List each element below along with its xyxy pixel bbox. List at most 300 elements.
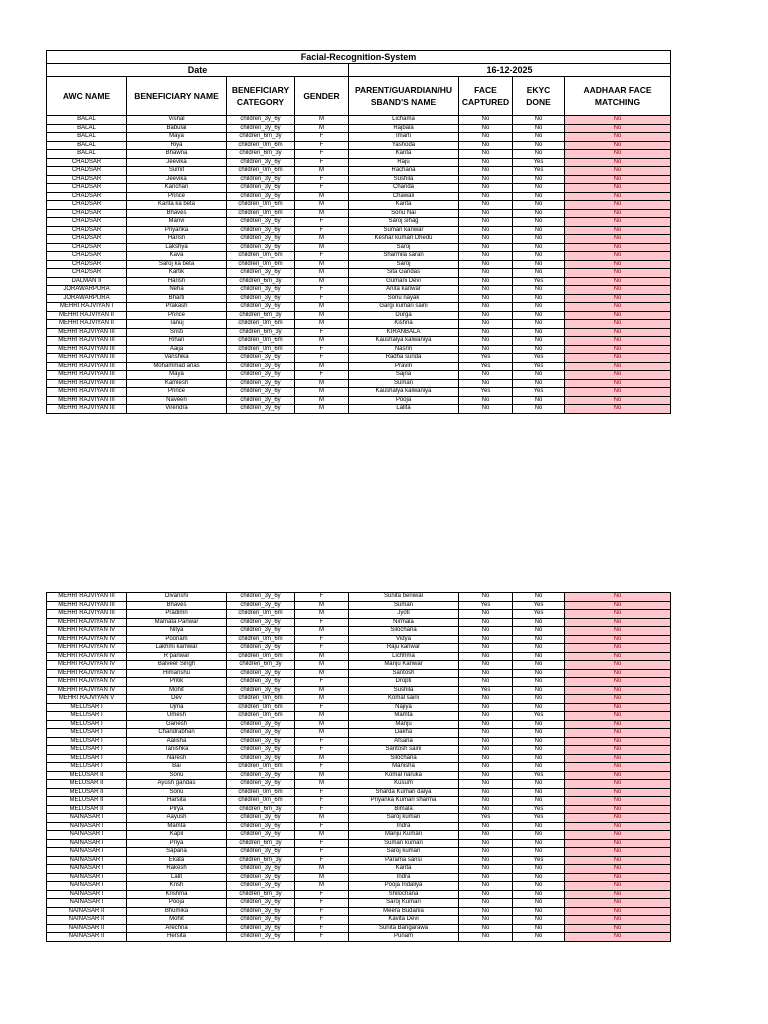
aadhaar-face-matching-cell: No xyxy=(565,167,671,176)
beneficiary-name-cell: Nitya xyxy=(127,627,227,636)
awc-name-cell: NAINASAR I xyxy=(47,873,127,882)
beneficiary-category-cell: children_3y_6y xyxy=(227,371,295,380)
face-captured-cell: No xyxy=(459,405,513,414)
beneficiary-name-cell: Prince xyxy=(127,388,227,397)
beneficiary-name-cell: R panwar xyxy=(127,652,227,661)
records-table-section-2 xyxy=(46,592,671,942)
face-captured-cell: No xyxy=(459,737,513,746)
beneficiary-name-cell: Neha xyxy=(127,286,227,295)
beneficiary-name-cell: Bhawna xyxy=(127,150,227,159)
beneficiary-name-cell: Poonam xyxy=(127,635,227,644)
table-row xyxy=(47,831,671,840)
gender-cell: M xyxy=(295,771,349,780)
aadhaar-face-matching-cell: No xyxy=(565,362,671,371)
gender-cell: M xyxy=(295,243,349,252)
beneficiary-name-cell: Rihan xyxy=(127,337,227,346)
beneficiary-name-cell: Riya xyxy=(127,141,227,150)
awc-name-cell: MEHRI RAJVIYAN III xyxy=(47,337,127,346)
table-row xyxy=(47,158,671,167)
aadhaar-face-matching-cell: No xyxy=(565,379,671,388)
beneficiary-category-cell: children_6m_3y xyxy=(227,856,295,865)
awc-name-cell: NAINASAR I xyxy=(47,899,127,908)
aadhaar-face-matching-cell: No xyxy=(565,720,671,729)
gender-cell: M xyxy=(295,865,349,874)
beneficiary-name-cell: Vanshika xyxy=(127,354,227,363)
table-row xyxy=(47,337,671,346)
awc-name-cell: NAINASAR I xyxy=(47,856,127,865)
face-captured-cell: No xyxy=(459,201,513,210)
gender-cell: F xyxy=(295,294,349,303)
awc-name-cell: NAINASAR I xyxy=(47,822,127,831)
awc-name-cell: MEHRI RAJVIYAN IV xyxy=(47,652,127,661)
face-captured-cell: No xyxy=(459,729,513,738)
gender-cell: M xyxy=(295,720,349,729)
ekyc-done-cell: Yes xyxy=(513,354,565,363)
aadhaar-face-matching-cell: No xyxy=(565,277,671,286)
awc-name-cell: MEHRI RAJVIYAN II xyxy=(47,320,127,329)
aadhaar-face-matching-cell: No xyxy=(565,311,671,320)
beneficiary-name-cell: Kava xyxy=(127,252,227,261)
ekyc-done-cell: No xyxy=(513,260,565,269)
aadhaar-face-matching-cell: No xyxy=(565,294,671,303)
ekyc-done-cell: No xyxy=(513,822,565,831)
ekyc-done-cell: Yes xyxy=(513,388,565,397)
ekyc-done-cell: No xyxy=(513,243,565,252)
aadhaar-face-matching-cell: No xyxy=(565,695,671,704)
aadhaar-face-matching-cell: No xyxy=(565,865,671,874)
beneficiary-name-cell: Umesh xyxy=(127,712,227,721)
ekyc-done-cell: No xyxy=(513,150,565,159)
table-row xyxy=(47,260,671,269)
face-captured-cell: No xyxy=(459,703,513,712)
aadhaar-face-matching-cell: No xyxy=(565,405,671,414)
gender-cell: F xyxy=(295,593,349,602)
parent-name-cell: Sharda Kumari daiya xyxy=(349,788,459,797)
table-row xyxy=(47,856,671,865)
awc-name-cell: MELUSAR II xyxy=(47,797,127,806)
table-row xyxy=(47,141,671,150)
beneficiary-category-cell: children_3y_6y xyxy=(227,814,295,823)
gender-cell: M xyxy=(295,729,349,738)
gender-cell: F xyxy=(295,158,349,167)
awc-name-cell: MEHRI RAJVIYAN III xyxy=(47,345,127,354)
face-captured-cell: No xyxy=(459,286,513,295)
gender-cell: M xyxy=(295,814,349,823)
ekyc-done-cell: No xyxy=(513,175,565,184)
parent-name-cell: Nasrin xyxy=(349,345,459,354)
parent-name-cell: Suman kanwar xyxy=(349,226,459,235)
table-row xyxy=(47,678,671,687)
beneficiary-category-cell: children_3y_6y xyxy=(227,158,295,167)
parent-name-cell: Anita kanwar xyxy=(349,286,459,295)
gender-cell: F xyxy=(295,839,349,848)
aadhaar-face-matching-cell: No xyxy=(565,703,671,712)
beneficiary-name-cell: Dev xyxy=(127,695,227,704)
parent-name-cell: Sunita Bangarawa xyxy=(349,924,459,933)
gender-cell: M xyxy=(295,686,349,695)
face-captured-cell: No xyxy=(459,226,513,235)
aadhaar-face-matching-cell: No xyxy=(565,252,671,261)
parent-name-cell: Parama sansi xyxy=(349,856,459,865)
table-row xyxy=(47,627,671,636)
ekyc-done-cell: Yes xyxy=(513,805,565,814)
gender-cell: M xyxy=(295,661,349,670)
beneficiary-name-cell: Babulal xyxy=(127,124,227,133)
beneficiary-category-cell: children_3y_6y xyxy=(227,388,295,397)
beneficiary-category-cell: children_3y_6y xyxy=(227,362,295,371)
table-row xyxy=(47,712,671,721)
parent-name-cell: Dropti xyxy=(349,678,459,687)
parent-name-cell: Sita Gandas xyxy=(349,269,459,278)
aadhaar-face-matching-cell: No xyxy=(565,678,671,687)
aadhaar-face-matching-cell: No xyxy=(565,907,671,916)
ekyc-done-cell: Yes xyxy=(513,362,565,371)
aadhaar-face-matching-cell: No xyxy=(565,158,671,167)
face-captured-cell: No xyxy=(459,209,513,218)
awc-name-cell: MEHRI RAJVIYAN IV xyxy=(47,627,127,636)
beneficiary-name-cell: Virendra xyxy=(127,405,227,414)
awc-name-cell: BALAL xyxy=(47,124,127,133)
gender-cell: F xyxy=(295,175,349,184)
aadhaar-face-matching-cell: No xyxy=(565,269,671,278)
table-row xyxy=(47,814,671,823)
table-row xyxy=(47,320,671,329)
awc-name-cell: MEHRI RAJVIYAN III xyxy=(47,405,127,414)
awc-name-cell: MELUSAR II xyxy=(47,805,127,814)
col-beneficiary-name: BENEFICIARY NAME xyxy=(127,77,227,116)
parent-name-cell: Raju kanwar xyxy=(349,644,459,653)
table-row xyxy=(47,644,671,653)
ekyc-done-cell: No xyxy=(513,652,565,661)
table-row xyxy=(47,252,671,261)
parent-name-cell: Durga xyxy=(349,311,459,320)
aadhaar-face-matching-cell: No xyxy=(565,933,671,942)
parent-name-cell: Indra xyxy=(349,822,459,831)
table-row xyxy=(47,362,671,371)
parent-name-cell: Sajna xyxy=(349,371,459,380)
table-row xyxy=(47,610,671,619)
parent-name-cell: Saroj xyxy=(349,260,459,269)
col-aadhaar-face-matching: AADHAAR FACE MATCHING xyxy=(565,77,671,116)
face-captured-cell: Yes xyxy=(459,686,513,695)
beneficiary-name-cell: Aayush xyxy=(127,814,227,823)
aadhaar-face-matching-cell: No xyxy=(565,669,671,678)
ekyc-done-cell: No xyxy=(513,661,565,670)
table-row xyxy=(47,601,671,610)
gender-cell: F xyxy=(295,933,349,942)
ekyc-done-cell: No xyxy=(513,754,565,763)
awc-name-cell: MEHRI RAJVIYAN IV xyxy=(47,644,127,653)
date-label: Date xyxy=(47,64,349,77)
parent-name-cell: Sonu Nai xyxy=(349,209,459,218)
beneficiary-name-cell: Pooja xyxy=(127,899,227,908)
parent-name-cell: Radha sunda xyxy=(349,354,459,363)
face-captured-cell: No xyxy=(459,252,513,261)
ekyc-done-cell: No xyxy=(513,320,565,329)
gender-cell: M xyxy=(295,627,349,636)
face-captured-cell: No xyxy=(459,899,513,908)
face-captured-cell: No xyxy=(459,328,513,337)
gender-cell: F xyxy=(295,737,349,746)
face-captured-cell: No xyxy=(459,873,513,882)
awc-name-cell: NAINASAR I xyxy=(47,814,127,823)
gender-cell: M xyxy=(295,320,349,329)
parent-name-cell: Saroj kumari xyxy=(349,814,459,823)
gender-cell: F xyxy=(295,371,349,380)
parent-name-cell: Kanta xyxy=(349,150,459,159)
parent-name-cell: Saroj xyxy=(349,243,459,252)
beneficiary-name-cell: Naveen xyxy=(127,396,227,405)
face-captured-cell: No xyxy=(459,618,513,627)
gender-cell: F xyxy=(295,133,349,142)
table-row xyxy=(47,797,671,806)
gender-cell: M xyxy=(295,652,349,661)
face-captured-cell: No xyxy=(459,593,513,602)
ekyc-done-cell: No xyxy=(513,286,565,295)
beneficiary-name-cell: Bhumika xyxy=(127,907,227,916)
table-row xyxy=(47,133,671,142)
face-captured-cell: No xyxy=(459,720,513,729)
beneficiary-category-cell: children_3y_6y xyxy=(227,873,295,882)
gender-cell: M xyxy=(295,695,349,704)
awc-name-cell: CHADSAR xyxy=(47,269,127,278)
parent-name-cell: Sushila xyxy=(349,686,459,695)
beneficiary-name-cell: Lakhmi kamwar xyxy=(127,644,227,653)
face-captured-cell: No xyxy=(459,294,513,303)
beneficiary-name-cell: Rakesh xyxy=(127,865,227,874)
awc-name-cell: MEHRI RAJVIYAN III xyxy=(47,388,127,397)
table-row xyxy=(47,661,671,670)
table-row xyxy=(47,805,671,814)
table-row xyxy=(47,788,671,797)
ekyc-done-cell: Yes xyxy=(513,601,565,610)
beneficiary-category-cell: children_3y_6y xyxy=(227,916,295,925)
parent-name-cell: Priyanka Kumari sharma xyxy=(349,797,459,806)
awc-name-cell: MEHRI RAJVIYAN III xyxy=(47,379,127,388)
gender-cell: F xyxy=(295,788,349,797)
parent-name-cell: Saroj sihag xyxy=(349,218,459,227)
face-captured-cell: No xyxy=(459,695,513,704)
ekyc-done-cell: No xyxy=(513,890,565,899)
gender-cell: M xyxy=(295,201,349,210)
gender-cell: M xyxy=(295,873,349,882)
beneficiary-name-cell: Prince xyxy=(127,311,227,320)
awc-name-cell: BALAL xyxy=(47,133,127,142)
beneficiary-name-cell: Kamlesh xyxy=(127,379,227,388)
aadhaar-face-matching-cell: No xyxy=(565,201,671,210)
beneficiary-name-cell: Himanshu xyxy=(127,669,227,678)
beneficiary-category-cell: children_6m_3y xyxy=(227,133,295,142)
ekyc-done-cell: No xyxy=(513,644,565,653)
parent-name-cell: Najiya xyxy=(349,703,459,712)
beneficiary-name-cell: Kartik xyxy=(127,269,227,278)
beneficiary-name-cell: Sumit xyxy=(127,167,227,176)
ekyc-done-cell: No xyxy=(513,252,565,261)
awc-name-cell: BALAL xyxy=(47,150,127,159)
beneficiary-category-cell: children_3y_6y xyxy=(227,184,295,193)
table-row xyxy=(47,873,671,882)
ekyc-done-cell: No xyxy=(513,116,565,125)
ekyc-done-cell: No xyxy=(513,763,565,772)
awc-name-cell: MEHRI RAJVIYAN IV xyxy=(47,618,127,627)
awc-name-cell: MELUSAR I xyxy=(47,703,127,712)
face-captured-cell: No xyxy=(459,218,513,227)
gender-cell: M xyxy=(295,601,349,610)
beneficiary-category-cell: children_3y_6y xyxy=(227,899,295,908)
table-row xyxy=(47,184,671,193)
beneficiary-category-cell: children_6m_3y xyxy=(227,150,295,159)
beneficiary-category-cell: children_3y_6y xyxy=(227,226,295,235)
ekyc-done-cell: No xyxy=(513,839,565,848)
parent-name-cell: Pravin xyxy=(349,362,459,371)
parent-name-cell: Nirmala xyxy=(349,618,459,627)
parent-name-cell: Kanta xyxy=(349,201,459,210)
ekyc-done-cell: No xyxy=(513,678,565,687)
table-row xyxy=(47,303,671,312)
awc-name-cell: NAINASAR I xyxy=(47,839,127,848)
col-beneficiary-category: BENEFICIARY CATEGORY xyxy=(227,77,295,116)
face-captured-cell: No xyxy=(459,345,513,354)
beneficiary-category-cell: children_0m_6m xyxy=(227,345,295,354)
beneficiary-category-cell: children_0m_6m xyxy=(227,201,295,210)
gender-cell: M xyxy=(295,388,349,397)
parent-name-cell: Jyoti xyxy=(349,610,459,619)
beneficiary-category-cell: children_3y_6y xyxy=(227,303,295,312)
beneficiary-category-cell: children_3y_6y xyxy=(227,737,295,746)
table-row xyxy=(47,311,671,320)
table-row xyxy=(47,754,671,763)
beneficiary-name-cell: Krishma xyxy=(127,890,227,899)
beneficiary-name-cell: Jeevika xyxy=(127,158,227,167)
table-row xyxy=(47,669,671,678)
beneficiary-category-cell: children_3y_6y xyxy=(227,754,295,763)
beneficiary-category-cell: children_3y_6y xyxy=(227,746,295,755)
aadhaar-face-matching-cell: No xyxy=(565,235,671,244)
table-row xyxy=(47,720,671,729)
awc-name-cell: DALMAN II xyxy=(47,277,127,286)
aadhaar-face-matching-cell: No xyxy=(565,116,671,125)
ekyc-done-cell: No xyxy=(513,899,565,908)
awc-name-cell: MELUSAR I xyxy=(47,729,127,738)
gender-cell: M xyxy=(295,124,349,133)
beneficiary-name-cell: Tanuj xyxy=(127,320,227,329)
awc-name-cell: BALAL xyxy=(47,141,127,150)
table-row xyxy=(47,635,671,644)
awc-name-cell: MEHRI RAJVIYAN III xyxy=(47,601,127,610)
ekyc-done-cell: No xyxy=(513,703,565,712)
face-captured-cell: No xyxy=(459,175,513,184)
face-captured-cell: No xyxy=(459,644,513,653)
parent-name-cell: Bimala xyxy=(349,805,459,814)
aadhaar-face-matching-cell: No xyxy=(565,899,671,908)
ekyc-done-cell: Yes xyxy=(513,814,565,823)
beneficiary-category-cell: children_3y_6y xyxy=(227,354,295,363)
ekyc-done-cell: No xyxy=(513,235,565,244)
ekyc-done-cell: No xyxy=(513,337,565,346)
parent-name-cell: Manisha xyxy=(349,763,459,772)
awc-name-cell: MEHRI RAJVIYAN III xyxy=(47,354,127,363)
aadhaar-face-matching-cell: No xyxy=(565,763,671,772)
gender-cell: M xyxy=(295,669,349,678)
beneficiary-name-cell: Manvi xyxy=(127,218,227,227)
face-captured-cell: No xyxy=(459,371,513,380)
aadhaar-face-matching-cell: No xyxy=(565,873,671,882)
aadhaar-face-matching-cell: No xyxy=(565,788,671,797)
face-captured-cell: No xyxy=(459,116,513,125)
beneficiary-name-cell: Kanchan xyxy=(127,184,227,193)
parent-name-cell: Suman xyxy=(349,379,459,388)
ekyc-done-cell: No xyxy=(513,720,565,729)
beneficiary-category-cell: children_3y_6y xyxy=(227,235,295,244)
ekyc-done-cell: No xyxy=(513,848,565,857)
table-row xyxy=(47,780,671,789)
beneficiary-category-cell: children_3y_6y xyxy=(227,720,295,729)
table-row xyxy=(47,243,671,252)
table-row xyxy=(47,354,671,363)
aadhaar-face-matching-cell: No xyxy=(565,593,671,602)
table-row xyxy=(47,839,671,848)
gender-cell: M xyxy=(295,754,349,763)
parent-name-cell: Pooja Indaliya xyxy=(349,882,459,891)
ekyc-done-cell: No xyxy=(513,141,565,150)
face-captured-cell: No xyxy=(459,150,513,159)
gender-cell: F xyxy=(295,822,349,831)
beneficiary-category-cell: children_0m_6m xyxy=(227,337,295,346)
ekyc-done-cell: No xyxy=(513,882,565,891)
beneficiary-category-cell: children_3y_6y xyxy=(227,405,295,414)
awc-name-cell: NAINASAR I xyxy=(47,865,127,874)
beneficiary-category-cell: children_3y_6y xyxy=(227,218,295,227)
beneficiary-name-cell: Lalit xyxy=(127,873,227,882)
gender-cell: M xyxy=(295,362,349,371)
table-row xyxy=(47,116,671,125)
parent-name-cell: Dakha xyxy=(349,729,459,738)
col-awc-name: AWC NAME xyxy=(47,77,127,116)
table-row xyxy=(47,848,671,857)
beneficiary-name-cell: Bharti xyxy=(127,294,227,303)
col-parent-name: PARENT/GUARDIAN/HU SBAND'S NAME xyxy=(349,77,459,116)
table-row xyxy=(47,746,671,755)
gender-cell: F xyxy=(295,635,349,644)
awc-name-cell: MELUSAR I xyxy=(47,712,127,721)
parent-name-cell: Manju xyxy=(349,720,459,729)
beneficiary-name-cell: Arechna xyxy=(127,924,227,933)
table-row xyxy=(47,652,671,661)
face-captured-cell: No xyxy=(459,627,513,636)
parent-name-cell: Silochana xyxy=(349,627,459,636)
ekyc-done-cell: No xyxy=(513,311,565,320)
gender-cell: M xyxy=(295,311,349,320)
aadhaar-face-matching-cell: No xyxy=(565,243,671,252)
aadhaar-face-matching-cell: No xyxy=(565,175,671,184)
beneficiary-category-cell: children_3y_6y xyxy=(227,294,295,303)
awc-name-cell: MELUSAR I xyxy=(47,720,127,729)
aadhaar-face-matching-cell: No xyxy=(565,610,671,619)
beneficiary-name-cell: Lakshya xyxy=(127,243,227,252)
ekyc-done-cell: No xyxy=(513,788,565,797)
gender-cell: F xyxy=(295,907,349,916)
ekyc-done-cell: No xyxy=(513,627,565,636)
awc-name-cell: BALAL xyxy=(47,116,127,125)
parent-name-cell: Kaushalya kalwaniya xyxy=(349,337,459,346)
table-row xyxy=(47,371,671,380)
table-row xyxy=(47,396,671,405)
date-value: 16-12-2025 xyxy=(349,64,671,77)
beneficiary-category-cell: children_3y_6y xyxy=(227,771,295,780)
beneficiary-category-cell: children_0m_6m xyxy=(227,763,295,772)
ekyc-done-cell: No xyxy=(513,269,565,278)
beneficiary-category-cell: children_3y_6y xyxy=(227,192,295,201)
